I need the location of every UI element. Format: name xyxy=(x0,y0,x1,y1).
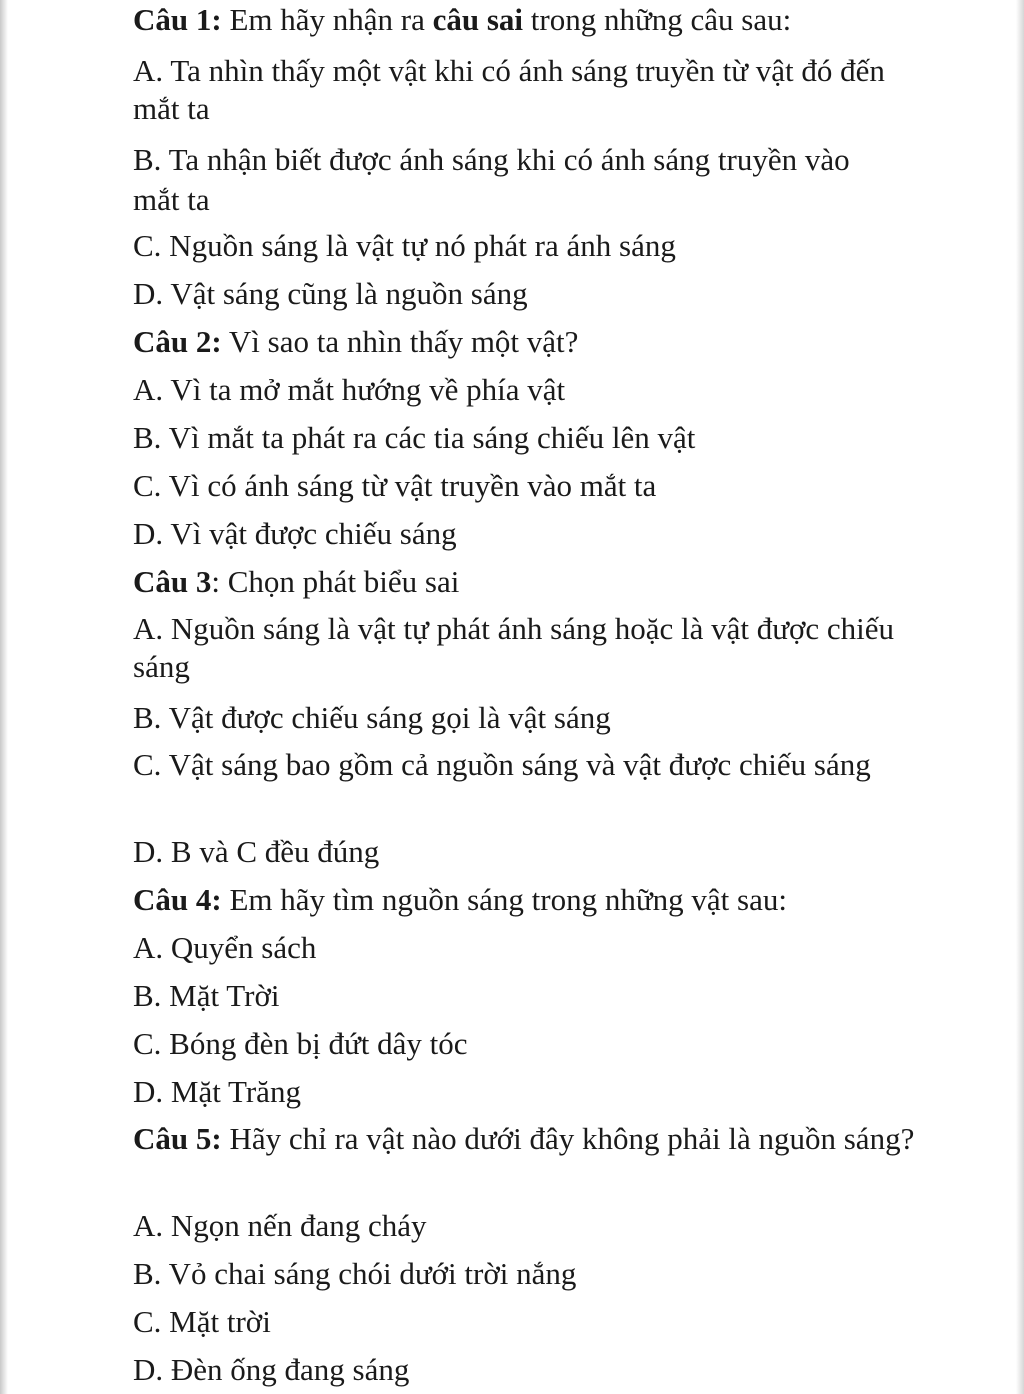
question-2-option-d: D. Vì vật được chiếu sáng xyxy=(133,516,457,551)
question-3-option-d: D. B và C đều đúng xyxy=(133,834,380,869)
question-5-option-d: D. Đèn ống đang sáng xyxy=(133,1352,410,1387)
question-1-title xyxy=(133,0,791,40)
page-left-edge-shadow xyxy=(0,0,8,1394)
question-3-option-a: A. Nguồn sáng là vật tự phát ánh sáng hoặc là vật được chiếu sáng xyxy=(133,611,895,684)
question-1 xyxy=(133,0,791,48)
question-2-option-b: B. Vì mắt ta phát ra các tia sáng chiếu lên vật xyxy=(133,420,696,455)
question-1-option-d: D. Vật sáng cũng là nguồn sáng xyxy=(133,276,528,311)
question-5-title xyxy=(133,1120,933,1158)
question-5-option-b: B. Vỏ chai sáng chói dưới trời nắng xyxy=(133,1256,577,1291)
question-1-label: Câu 1: xyxy=(133,2,222,37)
question-4-title xyxy=(133,880,787,920)
question-3-title xyxy=(133,562,459,602)
question-5-option-a: A. Ngọn nến đang cháy xyxy=(133,1208,427,1243)
question-1-option-b: B. Ta nhận biết được ánh sáng khi có ánh sáng truyền vào mắt ta xyxy=(133,142,850,217)
question-2-stem: Vì sao ta nhìn thấy một vật? xyxy=(221,324,579,359)
question-3-option-c: C. Vật sáng bao gồm cả nguồn sáng và vật được chiếu sáng xyxy=(133,747,871,782)
page-right-edge-shadow xyxy=(1016,0,1024,1394)
question-4-option-c: C. Bóng đèn bị đứt dây tóc xyxy=(133,1026,468,1061)
question-1-stem xyxy=(222,2,792,37)
question-1-option-c: C. Nguồn sáng là vật tự nó phát ra ánh sáng xyxy=(133,228,676,263)
question-3-stem: : Chọn phát biểu sai xyxy=(211,564,460,599)
question-2-label: Câu 2: xyxy=(133,324,222,359)
question-3-label: Câu 3 xyxy=(133,564,212,599)
question-4-label: Câu 4: xyxy=(133,882,222,917)
question-5-stem: Hãy chỉ ra vật nào dưới đây không phải là nguồn sáng? xyxy=(221,1121,915,1156)
question-1-option-a: A. Ta nhìn thấy một vật khi có ánh sáng truyền từ vật đó đến mắt ta xyxy=(133,53,885,126)
question-4-option-a: A. Quyển sách xyxy=(133,930,317,965)
question-4-option-d: D. Mặt Trăng xyxy=(133,1074,301,1109)
question-5-label: Câu 5: xyxy=(133,1121,222,1156)
question-3-option-b: B. Vật được chiếu sáng gọi là vật sáng xyxy=(133,700,611,735)
question-1-stem-text: Em hãy nhận ra xyxy=(221,2,433,37)
question-1-stem-emphasis: câu sai xyxy=(432,2,524,37)
question-1-stem-text-end: trong những câu sau: xyxy=(523,2,792,37)
question-2-title xyxy=(133,322,578,362)
question-4-stem: Em hãy tìm nguồn sáng trong những vật sau: xyxy=(221,882,787,917)
question-2-option-c: C. Vì có ánh sáng từ vật truyền vào mắt ta xyxy=(133,468,657,503)
question-2-option-a: A. Vì ta mở mắt hướng về phía vật xyxy=(133,372,566,407)
question-4-option-b: B. Mặt Trời xyxy=(133,978,280,1013)
question-5-option-c: C. Mặt trời xyxy=(133,1304,271,1339)
